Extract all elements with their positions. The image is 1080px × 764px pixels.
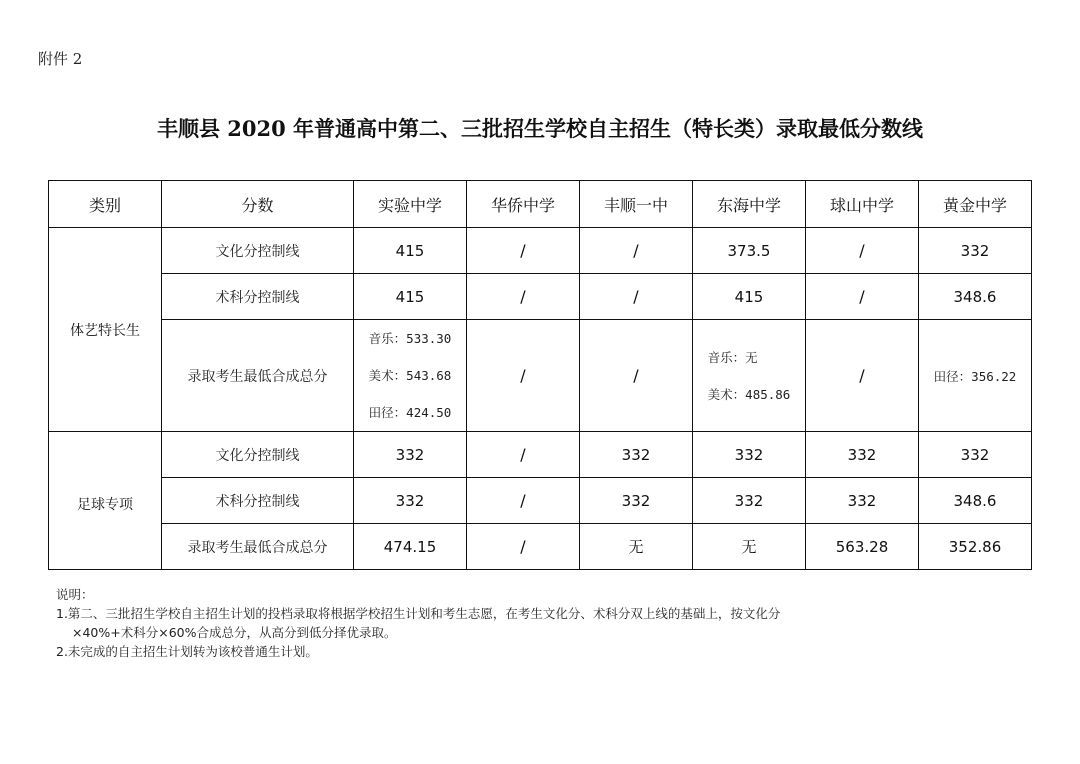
score-line: 美术：485.86 [707, 386, 791, 402]
score-type-label: 文化分控制线 [162, 432, 354, 478]
category-cell [49, 432, 162, 570]
table-cell: / [467, 274, 580, 320]
table-cell [354, 320, 467, 432]
table-cell: 无 [580, 524, 693, 570]
table-cell: / [806, 320, 919, 432]
table-cell: 332 [806, 432, 919, 478]
table-row [49, 432, 1032, 478]
notes-section [56, 585, 780, 661]
multi-score-list [708, 339, 791, 413]
table-cell: 332 [354, 432, 467, 478]
score-type-label: 录取考生最低合成总分 [162, 320, 354, 432]
table-cell: 348.6 [919, 478, 1032, 524]
table-cell: 332 [693, 432, 806, 478]
table-cell: 332 [580, 432, 693, 478]
table-cell: 332 [580, 478, 693, 524]
table-cell: 332 [919, 432, 1032, 478]
score-type-label: 录取考生最低合成总分 [162, 524, 354, 570]
note-item-continuation: ×40%+术科分×60%合成总分，从高分到低分择优录取。 [72, 625, 397, 640]
score-line: 田径：424.50 [368, 405, 452, 420]
table-row [49, 320, 1032, 432]
note-item: 2.未完成的自主招生计划转为该校普通生计划。 [56, 644, 318, 659]
table-cell: 474.15 [354, 524, 467, 570]
score-type-label: 术科分控制线 [162, 478, 354, 524]
header-qiushan: 球山中学 [806, 181, 919, 228]
header-category: 类别 [49, 181, 162, 228]
attachment-label: 附件 2 [38, 50, 83, 68]
table-cell: / [467, 320, 580, 432]
table-cell: 无 [693, 524, 806, 570]
header-fengshun: 丰顺一中 [580, 181, 693, 228]
score-line: 田径：356.22 [933, 368, 1017, 384]
table-cell: / [467, 228, 580, 274]
table-cell: 348.6 [919, 274, 1032, 320]
table-row [49, 228, 1032, 274]
table-cell [919, 320, 1032, 432]
table-cell: / [467, 524, 580, 570]
table-cell: 332 [693, 478, 806, 524]
table-cell: 415 [354, 274, 467, 320]
score-line: 音乐：无 [707, 349, 758, 365]
table-cell: / [467, 478, 580, 524]
table-cell: 415 [354, 228, 467, 274]
header-huangjin: 黄金中学 [919, 181, 1032, 228]
header-row [49, 181, 1032, 228]
category-label: 体艺特长生 [70, 323, 140, 339]
score-line: 美术：543.68 [368, 368, 452, 383]
table-cell: 415 [693, 274, 806, 320]
notes-heading: 说明： [56, 587, 94, 602]
score-table [48, 180, 1032, 570]
header-shiyan: 实验中学 [354, 181, 467, 228]
table-cell: 563.28 [806, 524, 919, 570]
header-donghai: 东海中学 [693, 181, 806, 228]
multi-score-list [369, 320, 452, 431]
table-cell: / [806, 274, 919, 320]
score-type-label: 术科分控制线 [162, 274, 354, 320]
table-cell: 332 [354, 478, 467, 524]
score-line: 音乐：533.30 [368, 331, 452, 346]
table-row [49, 524, 1032, 570]
note-item: 1.第二、三批招生学校自主招生计划的投档录取将根据学校招生计划和考生志愿，在考生文化分、术科分双上线的基础上，按文化分 [56, 606, 781, 621]
table-cell [693, 320, 806, 432]
table-cell: / [467, 432, 580, 478]
header-huaqiao: 华侨中学 [467, 181, 580, 228]
table-row [49, 478, 1032, 524]
table-cell: / [580, 228, 693, 274]
table-cell: 332 [919, 228, 1032, 274]
table-cell: 352.86 [919, 524, 1032, 570]
table-cell: / [580, 274, 693, 320]
table-cell: 332 [806, 478, 919, 524]
score-type-label: 文化分控制线 [162, 228, 354, 274]
category-cell [49, 228, 162, 432]
table-cell: 373.5 [693, 228, 806, 274]
header-score: 分数 [162, 181, 354, 228]
table-cell: / [806, 228, 919, 274]
document-title: 丰顺县 2020 年普通高中第二、三批招生学校自主招生（特长类）录取最低分数线 [156, 116, 924, 141]
table-row [49, 274, 1032, 320]
category-label: 足球专项 [77, 497, 133, 513]
table-cell: / [580, 320, 693, 432]
